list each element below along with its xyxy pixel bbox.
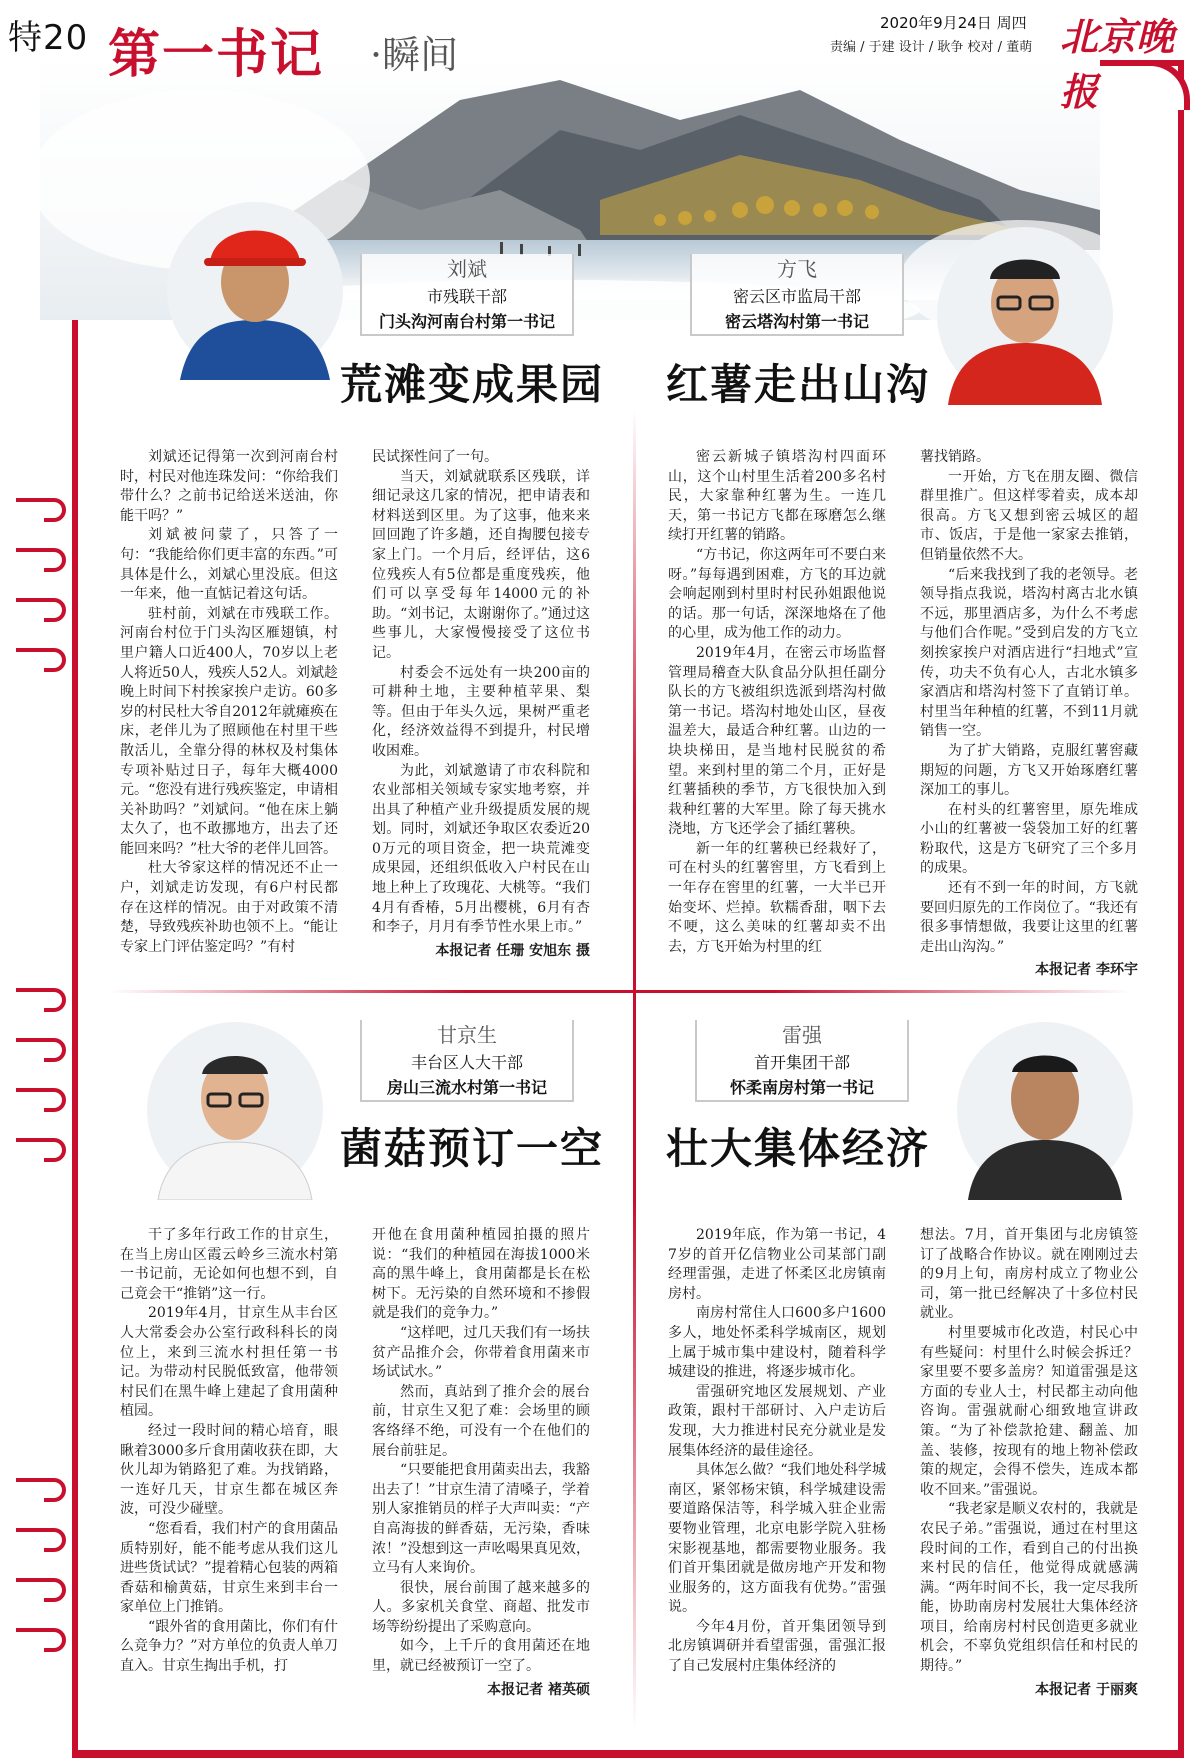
person-position: 密云塔沟村第一书记 <box>724 312 869 331</box>
horizontal-divider <box>110 990 1130 993</box>
article-headline: 荒滩变成果园 <box>340 360 605 409</box>
paragraph: 村里要城市化改造，村民心中有些疑问：村里什么时候会拆迁？家里要不要多盖房？知道雷强是这方面的专业人士，村民都主动向他咨询。雷强就耐心细致地宣讲政策。“为了补偿款抢建、翻盖、加盖、装修，按现有的地上物补偿政策的规定，会得不偿失，连成本都收不回来。”雷强说。 <box>920 1324 1138 1498</box>
portrait-liu-bin <box>160 190 350 380</box>
person-affiliation: 密云区市监局干部 <box>732 287 861 306</box>
paragraph: 当天，刘斌就联系区残联，详细记录这几家的情况，把申请表和材料送到区里。为了这事，他来来回回跑了许多趟，还自掏腰包接专家上门。一个月后，经评估，这6位残疾人有5位都是重度残疾，他们可以享受每年14000元的补助。“刘书记，太谢谢你了。”通过这些事儿，大家慢慢接受了这位书记。 <box>372 468 590 661</box>
paragraph: 今年4月份，首开集团领导到北房镇调研并看望雷强，雷强汇报了自己发展村庄集体经济的 <box>668 1618 886 1675</box>
person-label-3 <box>360 1020 574 1102</box>
staff-credits: 责编 / 于建 设计 / 耿争 校对 / 董萌 <box>830 40 1033 55</box>
paragraph: 想法。7月，首开集团与北房镇签订了战略合作协议。就在刚刚过去的9月上旬，南房村成立了物业公司，第一批已经解决了十多位村民就业。 <box>920 1227 1138 1322</box>
article-headline: 菌菇预订一空 <box>340 1124 605 1173</box>
paragraph: 2019年4月，在密云市场监督管理局稽查大队食品分队担任副分队长的方飞被组织选派到塔沟村做第一书记。塔沟村地处山区，昼夜温差大，最适合种红薯。山边的一块块梯田，是当地村民脱贫的希望。来到村里的第二个月，正好是红薯插秧的季节，方飞很快加入到栽种红薯的大军里。除了每天挑水浇地，方飞还学会了插红薯秧。 <box>668 644 886 838</box>
section-title: 第一书记 <box>108 24 325 85</box>
person-label-1 <box>360 254 574 336</box>
byline: 本报记者 褚英硕 <box>487 1681 590 1698</box>
paragraph: 很快，展台前围了越来越多的人。多家机关食堂、商超、批发市场等纷纷提出了采购意向。 <box>372 1579 590 1635</box>
paragraph: 南房村常住人口600多户1600多人，地处怀柔科学城南区，规划上属于城市集中建设村，随着科学城建设的推进，将逐步城市化。 <box>668 1305 886 1381</box>
paragraph: “跟外省的食用菌比，你们有什么竞争力？”对方单位的负责人单刀直入。甘京生掏出手机，打 <box>120 1618 338 1675</box>
paragraph: 密云新城子镇塔沟村四面环山，这个山村里生活着200多名村民，大家靠种红薯为生。一连几天，第一书记方飞都在琢磨怎么继续打开红薯的销路。 <box>668 449 886 544</box>
red-frame-bottom <box>72 1750 1184 1758</box>
paragraph: 还有不到一年的时间，方飞就要回归原先的工作岗位了。“我还有很多事情想做，我要让这里的红薯走出山沟沟。” <box>920 880 1138 955</box>
article-column <box>920 448 1138 981</box>
paragraph: 如今，上千斤的食用菌还在地里，就已经被预订一空了。 <box>372 1638 590 1675</box>
article-column <box>668 448 886 957</box>
article-headline: 红薯走出山沟 <box>666 360 931 409</box>
person-position: 房山三流水村第一书记 <box>386 1078 547 1097</box>
paragraph: 为了扩大销路，克服红薯窖藏期短的问题，方飞又开始琢磨红薯深加工的事儿。 <box>920 742 1138 799</box>
article-column <box>372 1226 590 1700</box>
paragraph: 杜大爷家这样的情况还不止一户，刘斌走访发现，有6户村民都存在这样的情况。由于对政策不清楚，导致残疾补助也领不上。“能让专家上门评估鉴定吗？”有村 <box>120 860 338 955</box>
paragraph: “后来我找到了我的老领导。老领导指点我说，塔沟村离古北水镇不远，那里酒店多，为什么不考虑与他们合作呢。”受到启发的方飞立刻挨家挨户对酒店进行“扫地式”宣传，功夫不负有心人，古北水镇多家酒店和塔沟村签下了直销订单。村里当年种植的红薯，不到11月就销售一空。 <box>920 566 1138 740</box>
newspaper-logo: 北京晚报 <box>1060 14 1175 114</box>
person-name: 甘京生 <box>437 1023 497 1047</box>
paragraph: 经过一段时间的精心培育，眼瞅着3000多斤食用菌收获在即，大伙儿却为销路犯了难。为找销路，一连好几天，甘京生都在城区奔波，可没少碰壁。 <box>120 1422 338 1518</box>
person-position: 怀柔南房村第一书记 <box>729 1078 874 1097</box>
vertical-divider <box>633 410 636 1730</box>
paragraph: 雷强研究地区发展规划、产业政策，跟村干部研讨、入户走访后发现，大力推进村民充分就业是发展集体经济的最佳途径。 <box>668 1383 886 1459</box>
byline: 本报记者 任珊 安旭东 摄 <box>435 942 590 959</box>
paragraph: 在村头的红薯窖里，原先堆成小山的红薯被一袋袋加工好的红薯粉取代，这是方飞研究了三个多月的成果。 <box>920 801 1138 877</box>
paragraph: 具体怎么做？“我们地处科学城南区，紧邻杨宋镇，科学城建设需要道路保洁等，科学城入驻企业需要物业管理，北京电影学院入驻杨宋影视基地，都需要物业服务。我们首开集团就是做房地产开发和物业服务的，这方面我有优势。”雷强说。 <box>668 1462 886 1616</box>
person-affiliation: 丰台区人大干部 <box>410 1053 523 1072</box>
paragraph: 一开始，方飞在朋友圈、微信群里推广。但这样零着卖，成本却很高。方飞又想到密云城区的超市、饭店，于是他一家家去推销，但销量依然不大。 <box>920 468 1138 563</box>
page-number: 特20 <box>8 18 89 58</box>
paragraph: 薯找销路。 <box>920 449 990 465</box>
person-affiliation: 市残联干部 <box>426 287 507 306</box>
paragraph: 为此，刘斌邀请了市农科院和农业部相关领域专家实地考察，并出具了种植产业升级提质发展的规划。同时，刘斌还争取区农委近200万元的项目资金，把一块荒滩变成果园，还组织低收入户村民在山地上种上了玫瑰花、大桃等。“我们4月有香椿，5月出樱桃，6月有杏和李子，月月有季节性水果上市。” <box>372 762 590 936</box>
portrait-fang-fei <box>930 215 1120 405</box>
paragraph: 刘斌还记得第一次到河南台村时，村民对他连珠发问：“你给我们带什么？之前书记给送米送油，你能干吗？” <box>120 449 338 524</box>
portrait-gan-jingsheng <box>140 1010 330 1200</box>
byline: 本报记者 李环宇 <box>1035 962 1138 979</box>
person-name: 刘斌 <box>447 257 487 281</box>
paragraph: 民试探性问了一句。 <box>372 449 498 465</box>
paragraph: 2019年4月，甘京生从丰台区人大常委会办公室行政科科长的岗位上，来到三流水村担任第一书记。为带动村民脱低致富，他带领村民们在黑牛峰上建起了食用菌种植园。 <box>120 1305 338 1420</box>
paragraph: “我老家是顺义农村的，我就是农民子弟。”雷强说，通过在村里这段时间的工作，看到自己的付出换来村民的信任，他觉得成就感满满。“两年时间不长，我一定尽我所能，协助南房村发展壮大集体经济项目，给南房村村民创造更多就业机会，不辜负党组织信任和村民的期待。” <box>920 1501 1138 1675</box>
person-name: 方飞 <box>777 257 817 281</box>
paragraph: 刘斌被问蒙了，只答了一句：“我能给你们更丰富的东西。”可具体是什么，刘斌心里没底。但这一年来，他一直惦记着这句话。 <box>120 527 338 603</box>
article-column <box>120 448 338 957</box>
date-line: 2020年9月24日 周四 <box>880 14 1027 32</box>
red-frame-right <box>1178 60 1184 1758</box>
person-label-2 <box>690 254 904 336</box>
portrait-lei-qiang <box>950 1010 1140 1200</box>
person-position: 门头沟河南台村第一书记 <box>378 312 555 331</box>
paragraph: 然而，真站到了推介会的展台前，甘京生又犯了难：会场里的顾客络绎不绝，可没有一个在他们的展台前驻足。 <box>372 1383 590 1459</box>
person-name: 雷强 <box>782 1023 822 1047</box>
person-affiliation: 首开集团干部 <box>753 1053 850 1072</box>
binder-rings <box>14 480 74 1660</box>
section-subtitle: ·瞬间 <box>370 33 459 77</box>
article-column <box>668 1226 886 1677</box>
paragraph: 新一年的红薯秧已经栽好了，可在村头的红薯窖里，方飞看到上一年存在窖里的红薯，一大半已开始变坏、烂掉。软糯香甜，咽下去不哽，这么美味的红薯却卖不出去，方飞开始为村里的红 <box>668 840 886 955</box>
article-column <box>120 1226 338 1677</box>
paragraph: “只要能把食用菌卖出去，我豁出去了！”甘京生清了清嗓子，学着别人家推销员的样子大声叫卖：“产自高海拔的鲜香菇，无污染，香味浓！”没想到这一声吆喝果真见效，立马有人来询价。 <box>372 1462 590 1577</box>
person-label-4 <box>695 1020 909 1102</box>
paragraph: “方书记，你这两年可不要白来呀。”每每遇到困难，方飞的耳边就会响起刚到村里时村民孙姐跟他说的话。那一句话，深深地烙在了他的心里，成为他工作的动力。 <box>668 546 886 642</box>
paragraph: 开他在食用菌种植园拍摄的照片说：“我们的种植园在海拔1000米高的黑牛峰上，食用菌都是长在松树下。无污染的自然环境和不掺假就是我们的竞争力。” <box>372 1227 590 1322</box>
article-column <box>920 1226 1138 1700</box>
article-column <box>372 448 590 961</box>
paragraph: 驻村前，刘斌在市残联工作。河南台村位于门头沟区雁翅镇，村里户籍人口近400人，70岁以上老人将近50人，残疾人52人。刘斌趁晚上时间下村挨家挨户走访。60多岁的村民杜大爷自2012年就瘫痪在床，老伴儿为了照顾他在村里干些散活儿，全靠分得的林权及村集体专项补贴过日子，每年大概4000元。“您没有进行残疾鉴定，申请相关补助吗？”刘斌问。“他在床上躺太久了，也不敢挪地方，出去了还能回来吗？”杜大爷的老伴儿回答。 <box>120 605 338 857</box>
article-headline: 壮大集体经济 <box>666 1124 931 1173</box>
paragraph: 2019年底，作为第一书记，47岁的首开亿信物业公司某部门副经理雷强，走进了怀柔区北房镇南房村。 <box>668 1227 886 1302</box>
byline: 本报记者 于丽爽 <box>1035 1681 1138 1698</box>
paragraph: 干了多年行政工作的甘京生，在当上房山区霞云岭乡三流水村第一书记前，无论如何也想不到，自己竟会干“推销”这一行。 <box>120 1227 338 1302</box>
paragraph: “您看看，我们村产的食用菌品质特别好，能不能考虑从我们这儿进些货试试？”提着精心包装的两箱香菇和榆黄菇，甘京生来到丰台一家单位上门推销。 <box>120 1520 338 1616</box>
paragraph: 村委会不远处有一块200亩的可耕种土地，主要种植苹果、梨等。但由于年头久远，果树严重老化，经济效益得不到提升，村民增收困难。 <box>372 664 590 759</box>
paragraph: “这样吧，过几天我们有一场扶贫产品推介会，你带着食用菌来市场试试水。” <box>372 1324 590 1381</box>
